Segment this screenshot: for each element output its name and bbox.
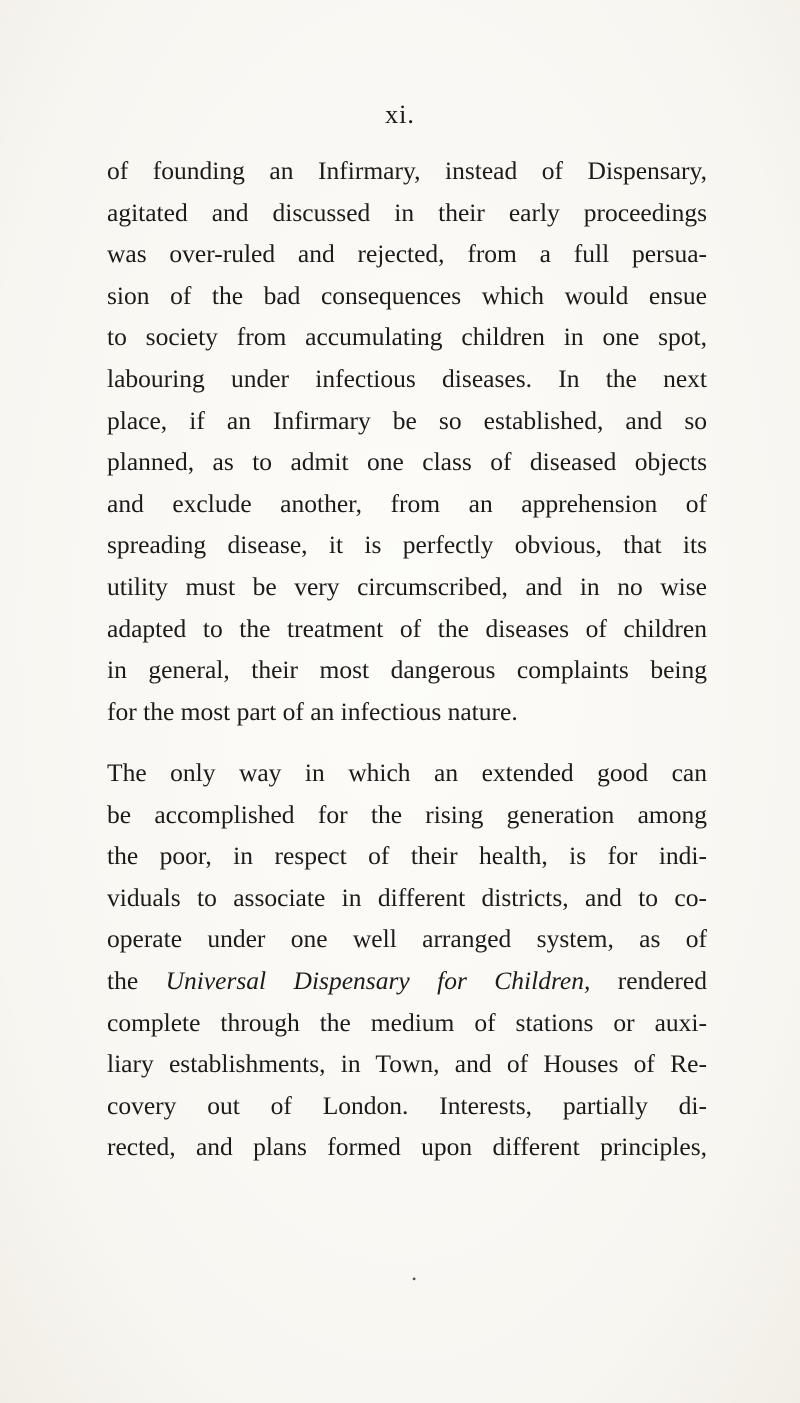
text-line: labouring under infectious diseases. In the next: [107, 363, 707, 393]
printer-mark: •: [412, 1272, 417, 1286]
text-line: agitated and discussed in their early proceedings: [107, 197, 707, 227]
paragraph-1: [107, 150, 707, 732]
text-line: operate under one well arranged system, as of: [107, 924, 707, 954]
text-line: spreading disease, it is perfectly obvious, that its: [107, 530, 707, 560]
text-line: rected, and plans formed upon different principles,: [107, 1132, 707, 1162]
paragraph-2: [107, 752, 707, 1168]
text-line: planned, as to admit one class of diseased objects: [107, 447, 707, 477]
text-line: of founding an Infirmary, instead of Dispensary,: [107, 156, 707, 185]
text-line: adapted to the treatment of the diseases of children: [107, 613, 707, 643]
text-line-with-italic: [107, 960, 707, 1002]
text-line: covery out of London. Interests, partially di-: [107, 1090, 707, 1120]
text-line: liary establishments, in Town, and of Houses of Re-: [107, 1049, 707, 1079]
text-segment: rendered: [590, 965, 707, 995]
text-line: was over-ruled and rejected, from a full persua-: [107, 239, 707, 269]
text-line: for the most part of an infectious nature.: [107, 696, 518, 726]
text-line: sion of the bad consequences which would ensue: [107, 280, 707, 310]
italic-title: Universal Dispensary for Children,: [165, 965, 591, 995]
text-line: viduals to associate in different districts, and to co-: [107, 882, 707, 912]
text-line: complete through the medium of stations or auxi-: [107, 1007, 707, 1037]
text-line: the poor, in respect of their health, is for indi-: [107, 841, 707, 871]
text-line: place, if an Infirmary be so established, and so: [107, 405, 707, 435]
text-line: and exclude another, from an apprehension of: [107, 488, 707, 518]
text-line: in general, their most dangerous complaints being: [107, 655, 707, 685]
text-line: be accomplished for the rising generation among: [107, 799, 707, 829]
text-line: The only way in which an extended good can: [107, 758, 707, 787]
text-line: utility must be very circumscribed, and in no wise: [107, 571, 707, 601]
text-line: to society from accumulating children in one spot,: [107, 322, 707, 352]
text-segment: the: [107, 965, 166, 995]
page-number: xi.: [385, 100, 415, 129]
